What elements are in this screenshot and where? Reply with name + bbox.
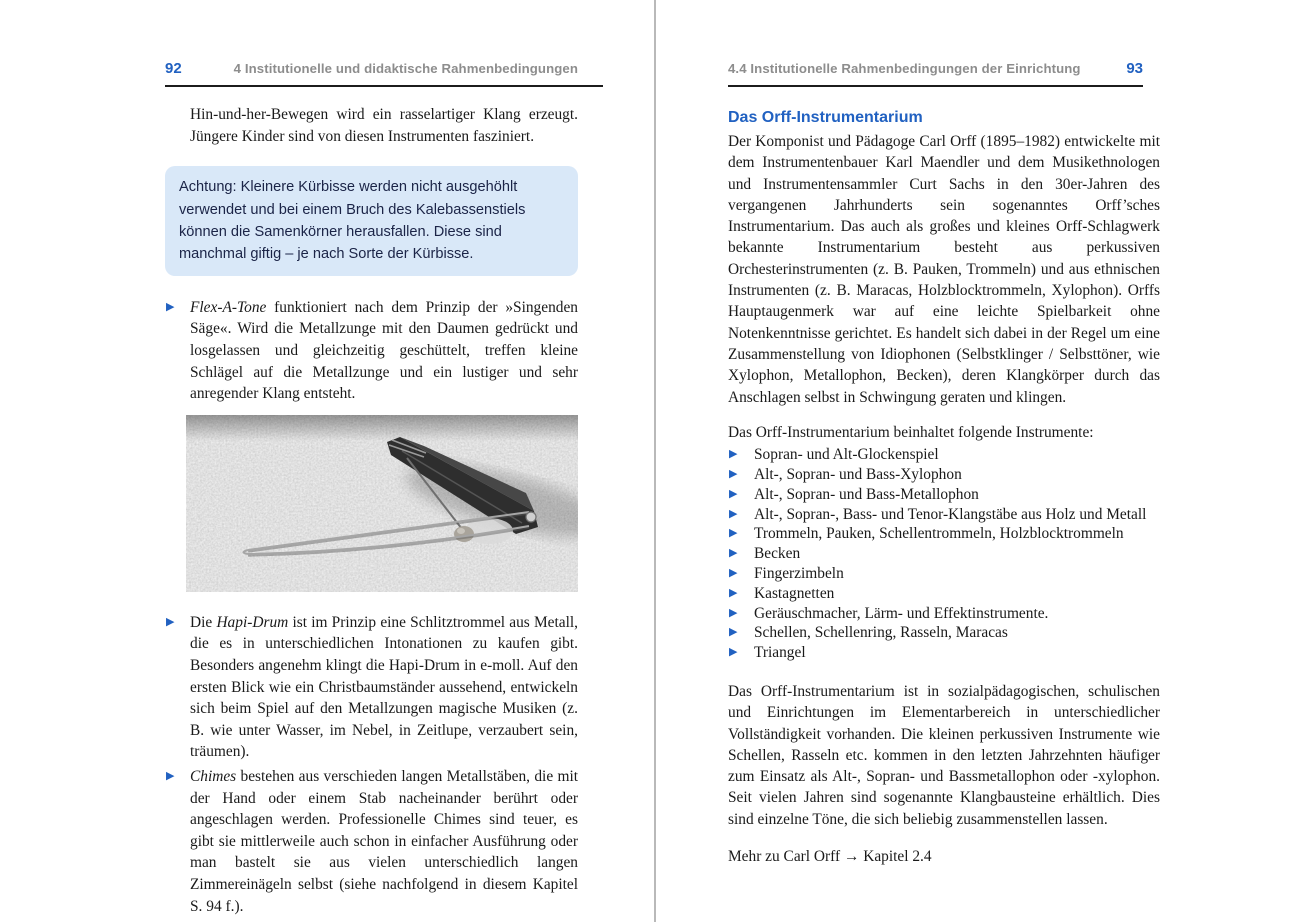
bullet-arrow-icon: ▶ [729,466,738,480]
left-page-content [165,104,578,917]
bullet-text: bestehen aus verschieden langen Metallstäben, die mit der Hand oder einem Stab nacheinander berührt oder angeschlagen werden. Professionelle Chimes sind teuer, es gibt sie mittlerweile auch schon in einfacher Ausführung oder man bastelt sie aus vielen unterschiedlich langen Zimmereinägeln selbst (siehe nachfolgend in diesem Kapitel S. 94 f.). [190,767,578,915]
page-number-right: 93 [1126,60,1143,77]
left-running-header [165,60,578,77]
list-item [728,544,1160,564]
bullet-arrow-icon: ▶ [729,565,738,579]
instrument-label: Kastagnetten [754,584,835,602]
bullet-text: ist im Prinzip eine Schlitztrommel aus Metall, die es in unterschiedlichen Intonationen zu kaufen gibt. Besonders angenehm klingt die Hapi-Drum in e-moll. Auf den ersten Blick wie ein Christbaumständer aussehend, entwickeln sich beim Spiel auf den Metallzungen magische Musiken (z. B. wie unter Wasser, im Nebel, in Zeitlupe, verzaubert sein, träumen). [190,613,578,761]
page-number-left: 92 [165,60,182,77]
instrument-label: Sopran- und Alt-Glockenspiel [754,446,939,464]
list-item [165,297,578,405]
instrument-label: Becken [754,545,801,563]
instrument-label: Alt-, Sopran- und Bass-Metallophon [754,485,979,503]
header-rule-right [728,85,1143,87]
instrument-label: Alt-, Sopran-, Bass- und Tenor-Klangstäbe aus Holz und Metall [754,505,1147,523]
bullet-arrow-icon: ▶ [166,614,175,628]
bullet-term: Hapi-Drum [216,613,289,631]
list-item [728,445,1160,465]
bullet-arrow-icon: ▶ [729,447,738,461]
list-item [165,612,578,763]
list-item [728,465,1160,485]
list-item [728,485,1160,505]
right-page-content [728,108,1160,867]
instrument-label: Schellen, Schellenring, Rasseln, Maracas [754,624,1008,642]
bullet-arrow-icon: ▶ [729,506,738,520]
bullet-arrow-icon: ▶ [729,546,738,560]
bullet-arrow-icon: ▶ [729,645,738,659]
instrument-label: Fingerzimbeln [754,564,844,582]
right-page [654,0,1308,922]
header-rule-left [165,85,603,87]
right-running-header [728,60,1143,77]
instruments-list-intro: Das Orff-Instrumentarium beinhaltet folgende Instrumente: [728,423,1094,441]
list-item [728,643,1160,663]
flex-a-tone-photo [186,415,578,592]
bullet-arrow-icon: ▶ [729,585,738,599]
running-header-left: 4 Institutionelle und didaktische Rahmenbedingungen [233,61,578,76]
list-item [728,564,1160,584]
running-header-right: 4.4 Institutionelle Rahmenbedingungen der Einrichtung [728,61,1081,76]
instrument-label: Triangel [754,644,806,662]
availability-paragraph: Das Orff-Instrumentarium ist in sozialpädagogischen, schulischen und Einrichtungen im Elementarbereich in unterschiedlicher Vollständigkeit vorhanden. Die kleinen perkussiven Instrumente wie Schellen, Rasseln etc. kommen in den letzten Jahrzehnten häufiger zum Einsatz als Alt-, Sopran- und Bassmetallophon oder -xylophon. Seit vielen Jahren sind sogenannte Klangbausteine erhältlich. Dies sind einzelne Töne, die sich beliebig zusammenstellen lassen. [728,682,1160,828]
list-item [728,505,1160,525]
list-item [165,766,578,917]
list-item [728,524,1160,544]
instrument-label: Geräuschmacher, Lärm- und Effektinstrumente. [754,604,1049,622]
bullet-arrow-icon: ▶ [166,299,175,313]
bullet-term: Flex-A-Tone [190,298,267,316]
cross-reference: Mehr zu Carl Orff → Kapitel 2.4 [728,848,932,865]
list-item [728,623,1160,643]
list-item [728,584,1160,604]
section-heading: Das Orff-Instrumentarium [728,109,923,126]
bullet-arrow-icon: ▶ [729,625,738,639]
bullet-arrow-icon: ▶ [729,605,738,619]
orff-paragraph: Der Komponist und Pädagoge Carl Orff (1895–1982) entwickelte mit dem Instrumentenbauer Karl Maendler und dem Musikethnologen und Instrumentensammler Curt Sachs in den 30er-Jahren des vergangenen Jahrhunderts sein sogenanntes Orff’sches Instrumentarium. Das auch als großes und kleines Orff-Schlagwerk bekannte Instrumentarium besteht aus perkussiven Orchesterinstrumenten (z. B. Pauken, Trommeln) und aus ethnischen Instrumenten (z. B. Maracas, Holzblocktrommeln, Xylophon). Orffs Hauptaugenmerk war auf eine leichte Spielbarkeit ohne Notenkenntnisse gerichtet. Es handelt sich dabei in der Regel um eine Zusammenstellung von Idiophonen (Selbstklinger / Selbsttöner, wie Xylophon, Metallophon, Becken), deren Klangkörper durch das Anschlagen selbst in Schwingung geraten und klingen. [728,133,1160,406]
bullet-text-pre: Die [190,613,217,631]
bullet-arrow-icon: ▶ [729,526,738,540]
bullet-term: Chimes [190,767,237,785]
bullet-arrow-icon: ▶ [729,486,738,500]
warning-callout-box: Achtung: Kleinere Kürbisse werden nicht ausgehöhlt verwendet und bei einem Bruch des Kalebassenstiels können die Samenkörner herausfallen. Diese sind manchmal giftig – je nach Sorte der Kürbisse. [165,166,578,276]
instrument-label: Trommeln, Pauken, Schellentrommeln, Holzblocktrommeln [754,525,1124,543]
instruments-list [728,445,1160,663]
intro-paragraph: Hin-und-her-Bewegen wird ein rasselartiger Klang erzeugt. Jüngere Kinder sind von diesen Instrumenten fasziniert. [190,106,578,145]
list-item [728,604,1160,624]
bullet-arrow-icon: ▶ [166,768,175,782]
bullet-text: funktioniert nach dem Prinzip der »Singenden Säge«. Wird die Metallzunge mit den Daumen gedrückt und losgelassen und gleichzeitig geschüttelt, treffen kleine Schlägel auf die Metallzunge und ein lustiger und sehr anregender Klang entsteht. [190,298,578,403]
instrument-label: Alt-, Sopran- und Bass-Xylophon [754,465,962,483]
